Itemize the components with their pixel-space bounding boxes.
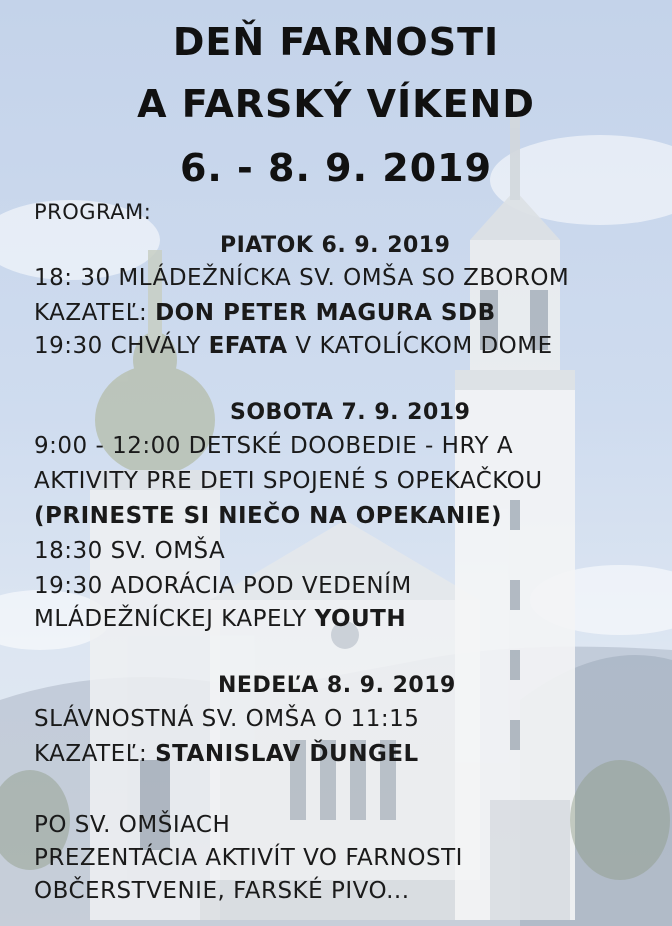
sunday-heading: NEDEĽA 8. 9. 2019 xyxy=(218,673,456,698)
saturday-line-6 xyxy=(34,606,406,632)
sunday-line-1: SLÁVNOSTNÁ SV. OMŠA O 11:15 xyxy=(34,706,420,732)
saturday-band-name: YOUTH xyxy=(314,606,407,632)
saturday-heading: SOBOTA 7. 9. 2019 xyxy=(230,400,471,425)
friday-line-3 xyxy=(34,333,553,359)
after-line-1: PO SV. OMŠIACH xyxy=(34,812,231,838)
program-label: PROGRAM: xyxy=(34,200,152,224)
friday-heading: PIATOK 6. 9. 2019 xyxy=(220,233,451,258)
friday-praise-time: 19:30 CHVÁLY xyxy=(34,333,209,359)
friday-praise-place: V KATOLÍCKOM DOME xyxy=(287,333,553,359)
saturday-line-5: 19:30 ADORÁCIA POD VEDENÍM xyxy=(34,573,412,599)
friday-line-2 xyxy=(34,300,496,326)
friday-line-1: 18: 30 MLÁDEŽNÍCKA SV. OMŠA SO ZBOROM xyxy=(34,265,570,291)
saturday-line-4: 18:30 SV. OMŠA xyxy=(34,538,226,564)
sunday-preacher-name: STANISLAV ĎUNGEL xyxy=(155,741,419,767)
saturday-band-label: MLÁDEŽNÍCKEJ KAPELY xyxy=(34,606,315,632)
title-line-2: A FARSKÝ VÍKEND xyxy=(137,82,535,126)
event-dates: 6. - 8. 9. 2019 xyxy=(179,146,493,190)
sunday-preacher-label: KAZATEĽ: xyxy=(34,741,156,767)
after-line-2: PREZENTÁCIA AKTIVÍT VO FARNOSTI xyxy=(34,845,463,871)
title-line-1: DEŇ FARNOSTI xyxy=(172,20,500,64)
after-line-3: OBČERSTVENIE, FARSKÉ PIVO... xyxy=(34,878,410,904)
saturday-line-3: (PRINESTE SI NIEČO NA OPEKANIE) xyxy=(34,503,502,529)
saturday-line-1: 9:00 - 12:00 DETSKÉ DOOBEDIE - HRY A xyxy=(34,433,514,459)
friday-preacher-label: KAZATEĽ: xyxy=(34,300,156,326)
sunday-line-2 xyxy=(34,741,419,767)
friday-praise-group: EFATA xyxy=(208,333,288,359)
friday-preacher-name: DON PETER MAGURA SDB xyxy=(155,300,496,326)
saturday-line-2: AKTIVITY PRE DETI SPOJENÉ S OPEKAČKOU xyxy=(34,468,543,494)
